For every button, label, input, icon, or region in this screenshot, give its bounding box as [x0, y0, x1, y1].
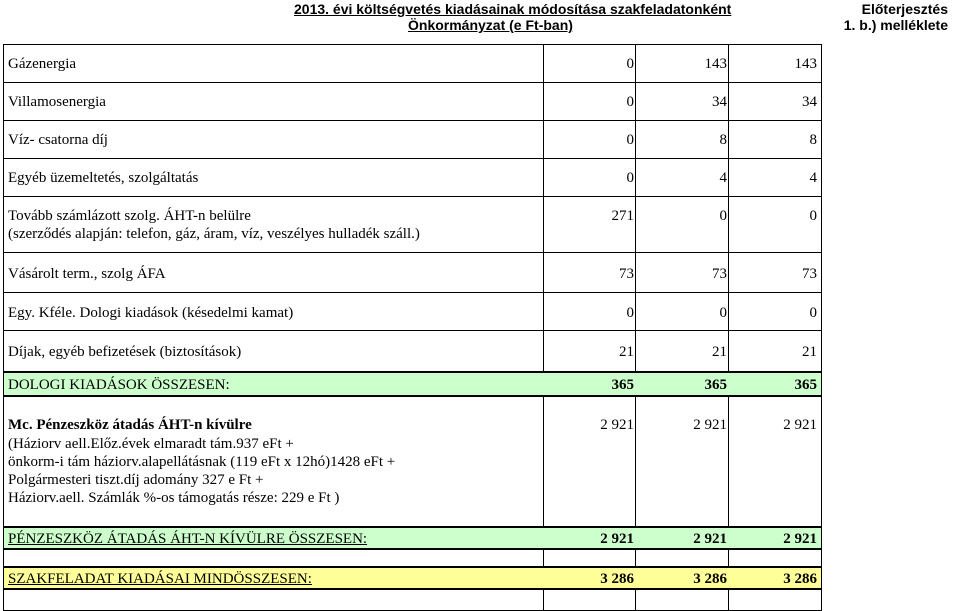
- cell-value: 0: [719, 208, 727, 224]
- table-row: [4, 410, 821, 514]
- cell-value: 21: [712, 344, 727, 360]
- row-label-detail: (biztosítások): [155, 344, 242, 360]
- cell-value: 73: [802, 266, 817, 282]
- row-label: Mc. Pénzeszköz átadás ÁHT-n kívülre: [8, 417, 252, 433]
- cell-value: 4: [719, 170, 727, 186]
- expense-table: [3, 44, 822, 611]
- cell-value: 2 921: [783, 417, 817, 433]
- cell-value: 21: [619, 344, 634, 360]
- row-label: SZAKFELADAT KIADÁSAI MINDÖSSZESEN:: [8, 571, 312, 587]
- table-row: [4, 196, 821, 252]
- cell-value: 2 921: [693, 531, 727, 547]
- cell-value: 2 921: [600, 531, 634, 547]
- table-row: [4, 330, 821, 370]
- cell-value: 0: [626, 132, 634, 148]
- cell-value: 73: [619, 266, 634, 282]
- cell-value: 8: [809, 132, 817, 148]
- cell-value: 143: [794, 56, 817, 72]
- annex-label: 1. b.) melléklete: [843, 17, 948, 33]
- cell-value: 34: [712, 94, 727, 110]
- row-label: DOLOGI KIADÁSOK ÖSSZESEN:: [8, 377, 230, 393]
- table-row: [4, 252, 821, 292]
- row-label: PÉNZESZKÖZ ÁTADÁS ÁHT-N KÍVÜLRE ÖSSZESEN:: [8, 531, 368, 547]
- cell-value: 0: [809, 208, 817, 224]
- cell-value: 2 921: [600, 417, 634, 433]
- cell-value: 8: [719, 132, 727, 148]
- cell-value: 0: [626, 56, 634, 72]
- report-subtitle: [408, 16, 573, 34]
- table-row: [4, 120, 821, 158]
- row-label: Gázenergia: [8, 56, 77, 72]
- row-label-main: Díjak, egyéb befizetések: [8, 344, 156, 360]
- cell-value: 21: [802, 344, 817, 360]
- row-note: (Háziorv aell.Előz.évek elmaradt tám.937 eFt +: [8, 436, 294, 452]
- cell-value: 365: [704, 377, 727, 393]
- cell-value: 365: [611, 377, 634, 393]
- subtotal-row: [4, 526, 821, 550]
- table-row: [4, 292, 821, 330]
- proposal-label: Előterjesztés: [861, 1, 948, 17]
- table-row: [4, 82, 821, 120]
- row-label: Villamosenergia: [8, 94, 106, 110]
- cell-value: 3 286: [693, 571, 727, 587]
- cell-value: 0: [809, 305, 817, 321]
- row-label: Víz- csatorna díj: [8, 132, 108, 148]
- row-label-detail: (késedelmi kamat): [178, 305, 294, 321]
- row-note: Háziorv.aell. Számlák %-os támogatás része: 229 e Ft ): [8, 490, 340, 506]
- cell-value: 143: [704, 56, 727, 72]
- table-row: [4, 44, 821, 82]
- cell-value: 0: [719, 305, 727, 321]
- cell-value: 0: [626, 305, 634, 321]
- row-note: önkorm-i tám háziorv.alapellátásnak (119 eFt x 12hó)1428 eFt +: [8, 454, 396, 470]
- cell-value: 2 921: [783, 531, 817, 547]
- cell-value: 365: [794, 377, 817, 393]
- report-subtitle-text: Önkormányzat (e Ft-ban): [408, 17, 573, 33]
- row-label: Egyéb üzemeltetés, szolgáltatás: [8, 170, 199, 186]
- row-label-main: Egy. Kféle. Dologi kiadások: [8, 305, 179, 321]
- cell-value: 34: [802, 94, 817, 110]
- cell-value: 73: [712, 266, 727, 282]
- row-label: Vásárolt term., szolg ÁFA: [8, 266, 166, 282]
- subtotal-row: [4, 371, 821, 397]
- grand-total-row: [4, 566, 821, 590]
- cell-value: 3 286: [600, 571, 634, 587]
- table-row: [4, 158, 821, 196]
- cell-value: 2 921: [693, 417, 727, 433]
- row-note: Polgármesteri tiszt.díj adomány 327 e Ft +: [8, 472, 264, 488]
- row-label: [8, 304, 293, 322]
- cell-value: 4: [809, 170, 817, 186]
- cell-value: 271: [611, 208, 634, 224]
- row-note: (szerződés alapján: telefon, gáz, áram, víz, veszélyes hulladék száll.): [8, 226, 420, 242]
- cell-value: 3 286: [783, 571, 817, 587]
- cell-value: 0: [626, 94, 634, 110]
- report-title-text: 2013. évi költségvetés kiadásainak módosítása szakfeladatonként: [294, 1, 732, 17]
- row-label: [8, 343, 241, 361]
- cell-value: 0: [626, 170, 634, 186]
- row-label: Tovább számlázott szolg. ÁHT-n belülre: [8, 208, 251, 224]
